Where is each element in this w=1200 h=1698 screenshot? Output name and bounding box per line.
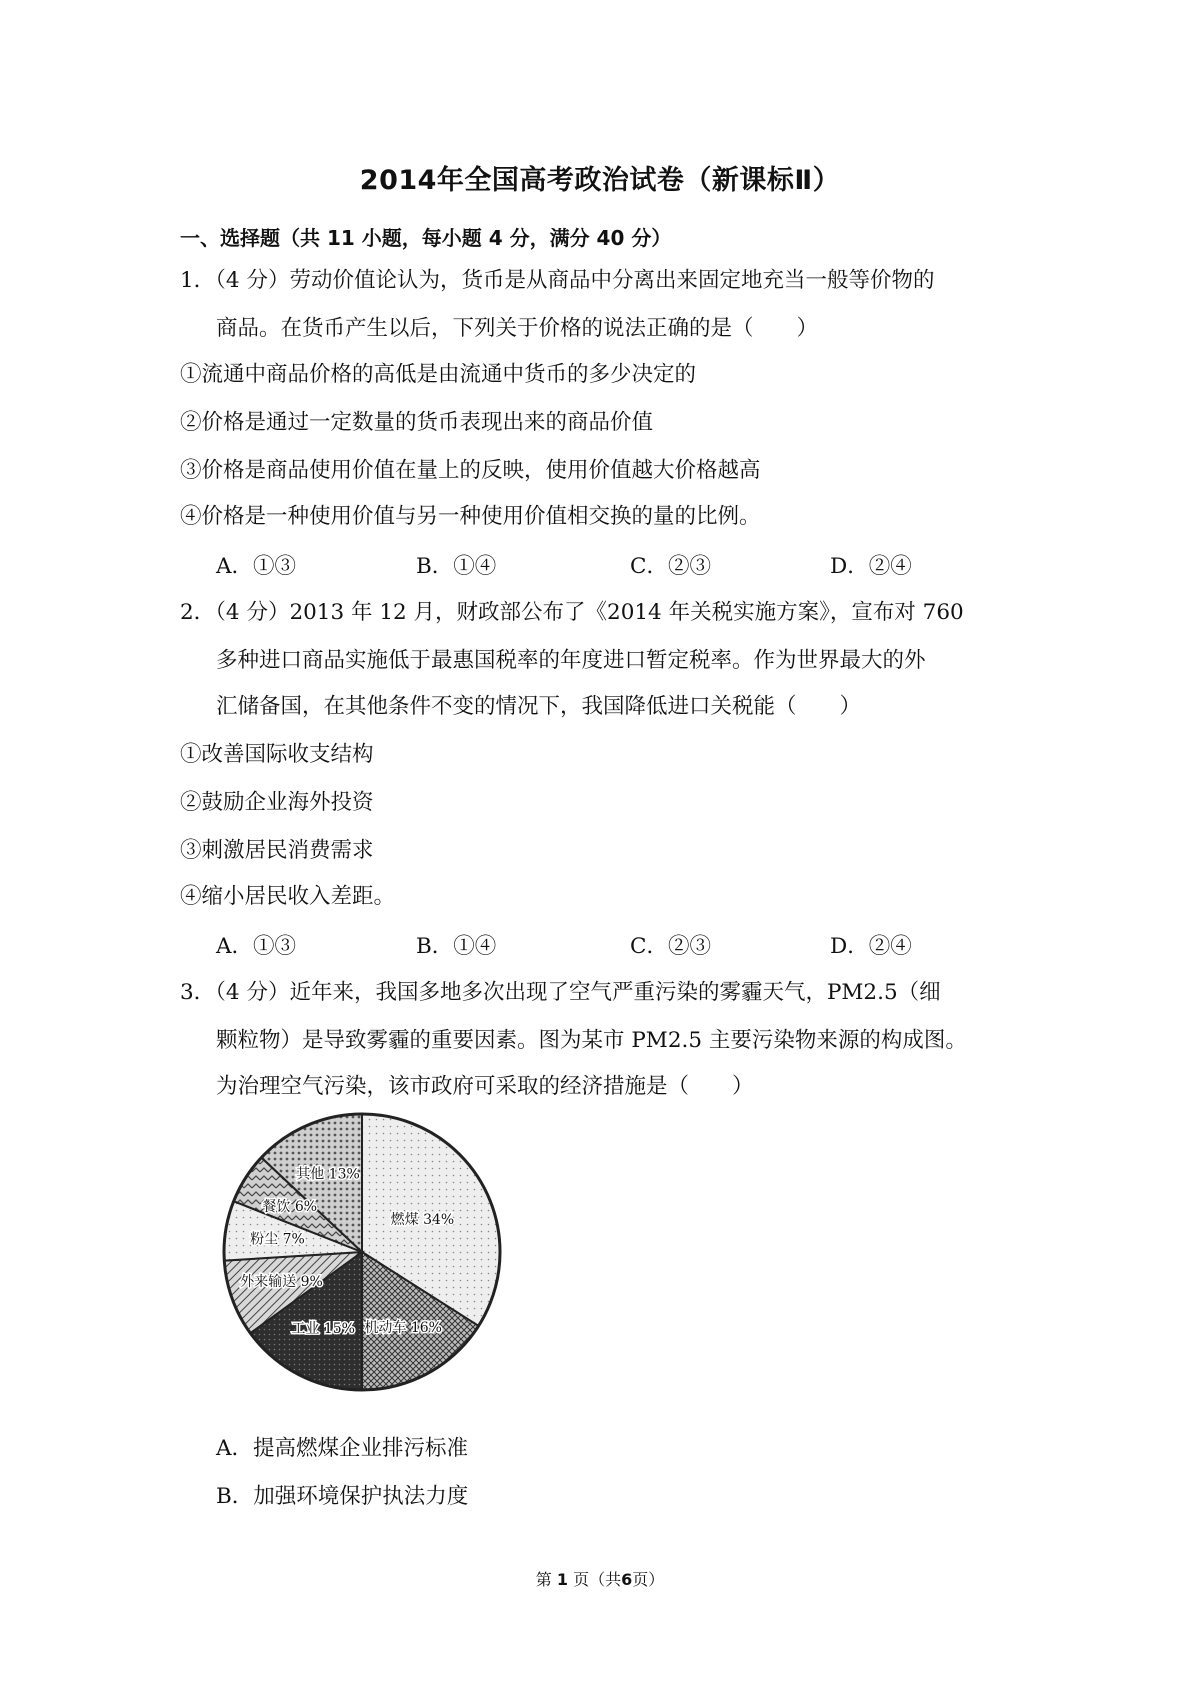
- q3-line-1: 3．（4 分）近年来，我国多地多次出现了空气严重污染的雾霾天气，PM2.5（细: [180, 980, 941, 1005]
- q1-option-a: A．①③: [216, 554, 297, 579]
- q1-statement-4: ④价格是一种使用价值与另一种使用价值相交换的量的比例。: [180, 504, 761, 529]
- footer-prefix: 第: [535, 1570, 552, 1589]
- footer-middle: 页（共: [573, 1570, 622, 1589]
- page-title: 2014年全国高考政治试卷（新课标Ⅱ）: [359, 165, 841, 196]
- pie-label-5: 粉尘 7%: [250, 1231, 305, 1248]
- q2-option-c: C．②③: [630, 934, 711, 959]
- pie-label-1: 燃煤 34%: [390, 1211, 455, 1228]
- pie-label-7: 其他 13%: [296, 1166, 360, 1183]
- q1-option-d: D．②④: [830, 554, 912, 579]
- q2-statement-2: ②鼓励企业海外投资: [180, 790, 374, 815]
- pie-label-4: 外来输送 9%: [240, 1273, 323, 1290]
- q3-line-2: 颗粒物）是导致雾霾的重要因素。图为某市 PM2.5 主要污染物来源的构成图。: [216, 1028, 967, 1053]
- q1-statement-3: ③价格是商品使用价值在量上的反映，使用价值越大价格越高: [180, 458, 761, 483]
- q2-option-a: A．①③: [216, 934, 297, 959]
- q1-statement-1: ①流通中商品价格的高低是由流通中货币的多少决定的: [180, 362, 697, 387]
- page-footer: [0, 1567, 1200, 1590]
- pie-label-3: 工业 15%: [291, 1321, 355, 1338]
- q1-option-b: B．①④: [416, 554, 497, 579]
- q2-line-2: 多种进口商品实施低于最惠国税率的年度进口暂定税率。作为世界最大的外: [216, 648, 926, 673]
- q2-statement-4: ④缩小居民收入差距。: [180, 884, 396, 909]
- pm25-source-pie-chart: [212, 1102, 512, 1402]
- footer-page-total: 6: [621, 1570, 633, 1589]
- pie-label-2: 机动车 16%: [364, 1319, 443, 1336]
- q2-option-b: B．①④: [416, 934, 497, 959]
- q2-line-3: 汇储备国，在其他条件不变的情况下，我国降低进口关税能（ ）: [216, 694, 862, 719]
- q2-statement-3: ③刺激居民消费需求: [180, 838, 374, 863]
- footer-page-number: 1: [556, 1570, 568, 1589]
- section-heading: 一、选择题（共 11 小题，每小题 4 分，满分 40 分）: [180, 226, 672, 250]
- q1-line-2: 商品。在货币产生以后，下列关于价格的说法正确的是（ ）: [216, 316, 819, 341]
- q3-option-a: A．提高燃煤企业排污标准: [216, 1436, 469, 1461]
- pie-label-6: 餐饮 6%: [262, 1199, 318, 1216]
- q1-option-c: C．②③: [630, 554, 711, 579]
- q2-option-d: D．②④: [830, 934, 912, 959]
- q2-statement-1: ①改善国际收支结构: [180, 742, 374, 767]
- q1-line-1: 1．（4 分）劳动价值论认为，货币是从商品中分离出来固定地充当一般等价物的: [180, 268, 935, 293]
- q2-line-1: 2．（4 分）2013 年 12 月，财政部公布了《2014 年关税实施方案》，宣布对 760: [180, 600, 964, 625]
- footer-suffix: 页）: [632, 1570, 665, 1589]
- q1-statement-2: ②价格是通过一定数量的货币表现出来的商品价值: [180, 410, 654, 435]
- q3-option-b: B．加强环境保护执法力度: [216, 1484, 469, 1509]
- q3-line-3: 为治理空气污染，该市政府可采取的经济措施是（ ）: [216, 1074, 754, 1099]
